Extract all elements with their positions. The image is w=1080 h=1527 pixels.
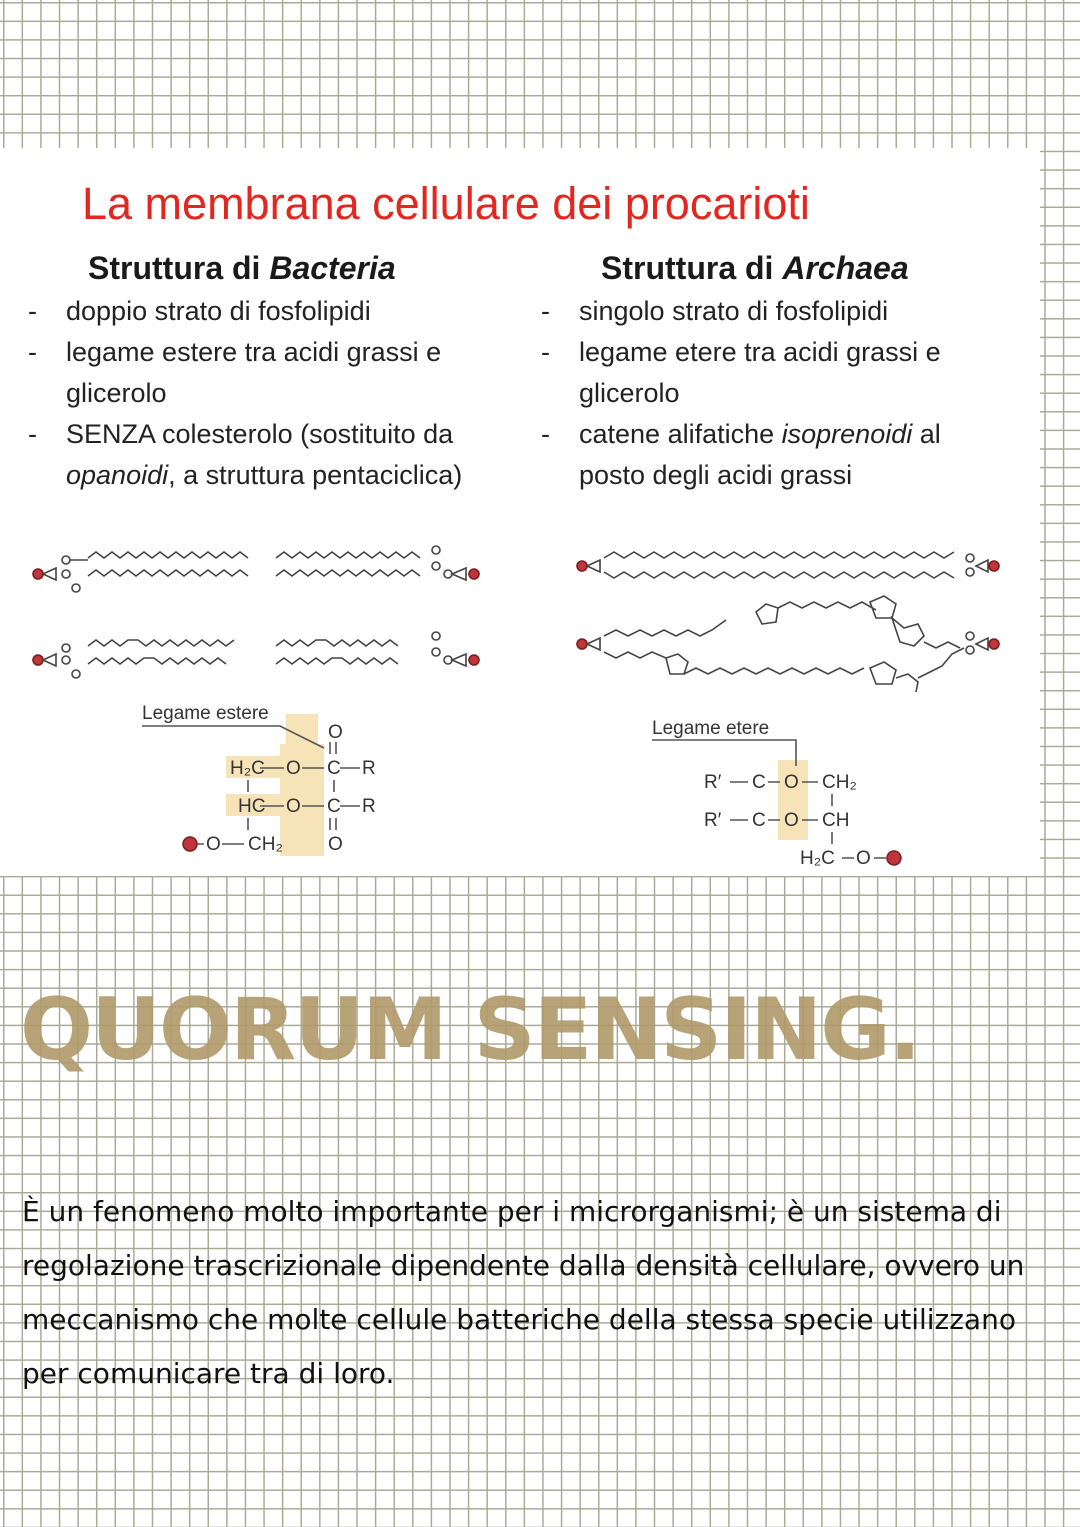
ether-c-2: C: [752, 810, 766, 831]
ester-r-1: R: [362, 758, 376, 779]
ester-o-bottom: O: [328, 834, 343, 855]
ether-r-prime-1: R′: [704, 772, 722, 793]
list-item-em: opanoidi: [66, 460, 169, 490]
ether-o-1: O: [784, 772, 799, 793]
ester-o-2: O: [286, 796, 301, 817]
list-item: [541, 414, 1011, 496]
ester-c-1: C: [327, 758, 341, 779]
bacteria-lipid-bilayer-illustration: [28, 528, 498, 698]
bacteria-heading-prefix: Struttura di: [88, 250, 270, 286]
list-item-text: legame etere tra acidi grassi e glicerolo: [579, 337, 941, 408]
ether-r-prime-2: R′: [704, 810, 722, 831]
list-item-em: isoprenoidi: [781, 419, 913, 449]
ester-ch2: CH₂: [248, 834, 283, 855]
list-item: [28, 332, 498, 414]
list-item: [541, 291, 1011, 332]
bullet-dash: -: [541, 419, 550, 449]
archaea-column: [541, 250, 1011, 496]
archaea-heading-prefix: Struttura di: [601, 250, 783, 286]
ester-o-top: O: [328, 722, 343, 743]
ether-h2c: H₂C: [800, 848, 835, 869]
bullet-dash: -: [541, 296, 550, 326]
list-item-text: SENZA colesterolo (sostituito da: [66, 419, 454, 449]
ether-c-1: C: [752, 772, 766, 793]
list-item: [541, 332, 1011, 414]
ether-bond-diagram: [650, 714, 920, 874]
ester-bond-diagram: [140, 700, 400, 860]
ester-hc: HC: [238, 796, 266, 817]
list-item-text: , a struttura pentaciclica): [168, 460, 463, 490]
ether-o-3: O: [856, 848, 871, 869]
ester-r-2: R: [362, 796, 376, 817]
list-item: [28, 414, 498, 496]
bullet-dash: -: [541, 337, 550, 367]
slide-title: La membrana cellulare dei procarioti: [82, 178, 810, 229]
ester-h2c: H₂C: [230, 758, 265, 779]
bacteria-heading-em: Bacteria: [269, 250, 396, 286]
archaea-heading-em: Archaea: [782, 250, 909, 286]
list-item-text: catene alifatiche: [579, 419, 782, 449]
bullet-dash: -: [28, 337, 37, 367]
phosphate-icon: [183, 837, 197, 851]
ether-label: Legame etere: [652, 718, 770, 739]
archaea-list: [541, 291, 1011, 496]
ester-o-3: O: [206, 834, 221, 855]
ester-c-2: C: [327, 796, 341, 817]
list-item-text: singolo strato di fosfolipidi: [579, 296, 889, 326]
ester-o-1: O: [286, 758, 301, 779]
archaea-lipid-illustration: [570, 538, 1010, 698]
bullet-dash: -: [28, 296, 37, 326]
ether-o-2: O: [784, 810, 799, 831]
slide-panel: [0, 148, 1040, 876]
bacteria-heading: [28, 250, 498, 287]
bacteria-column: [28, 250, 498, 496]
quorum-sensing-heading: QUORUM SENSING.: [20, 980, 920, 1080]
ester-label: Legame estere: [142, 703, 269, 724]
list-item-text: legame estere tra acidi grassi e glicerolo: [66, 337, 442, 408]
list-item-text: doppio strato di fosfolipidi: [66, 296, 371, 326]
bacteria-list: [28, 291, 498, 496]
archaea-heading: [541, 250, 1011, 287]
highlight-o-top: [286, 714, 318, 744]
phosphate-icon: [887, 851, 901, 865]
ether-ch: CH: [822, 810, 850, 831]
ether-ch2: CH₂: [822, 772, 857, 793]
list-item-text: al posto degli acidi grassi: [579, 419, 941, 490]
bullet-dash: -: [28, 419, 37, 449]
quorum-sensing-paragraph: È un fenomeno molto importante per i microrganismi; è un sistema di regolazione trascrizionale dipendente dalla densità cellulare, ovvero un meccanismo che molte cellule batteriche della stessa specie utilizzano per comunicare tra di loro.: [22, 1195, 1025, 1390]
list-item: [28, 291, 498, 332]
